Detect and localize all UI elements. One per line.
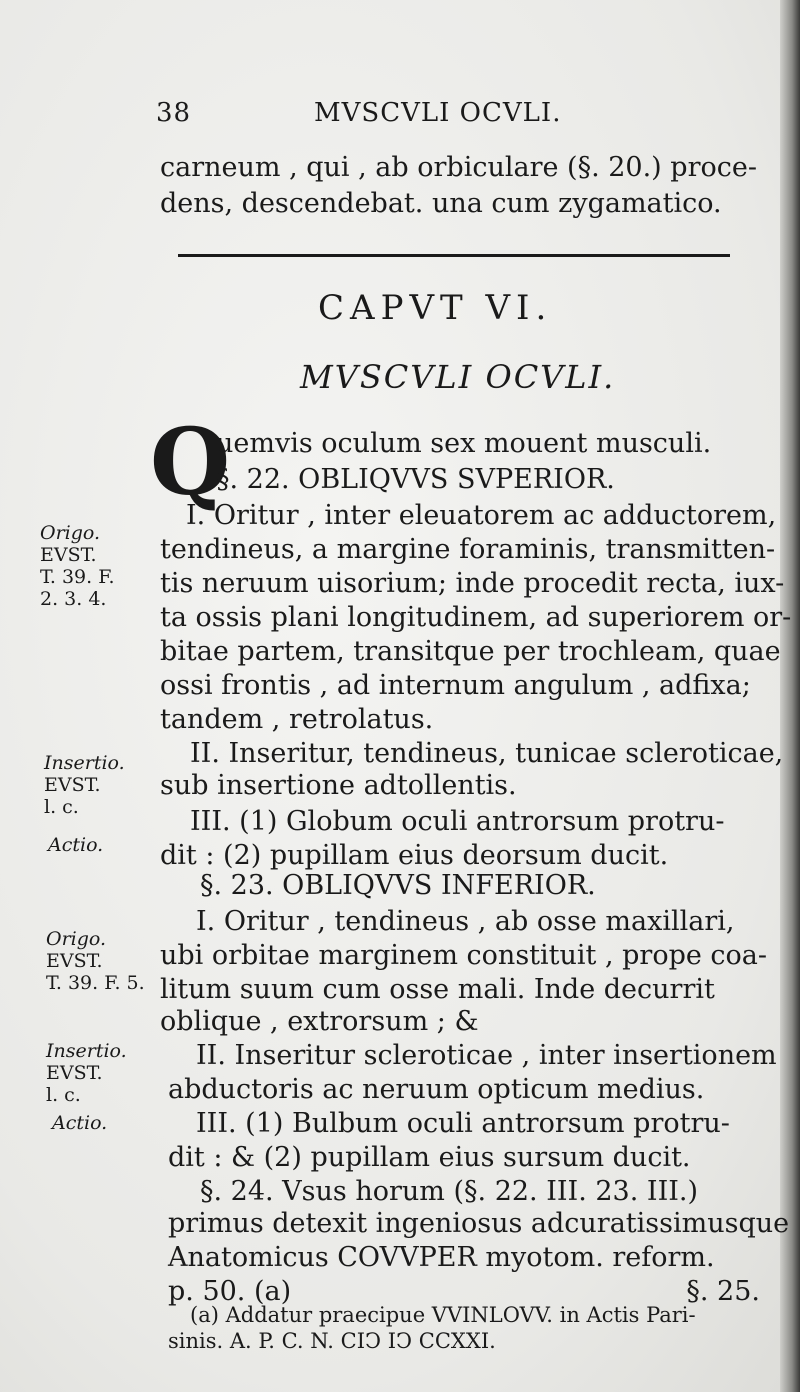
text-line: oblique , extrorsum ; & — [160, 1006, 479, 1037]
text-line: dit : (2) pupillam eius deorsum ducit. — [160, 840, 669, 871]
margin-label: Actio. — [52, 1112, 108, 1134]
margin-note-actio — [48, 834, 103, 856]
text-line: II. Inseritur, tendineus, tunicae scleroticae, — [190, 738, 784, 769]
drop-cap: Q — [150, 408, 231, 516]
margin-note-insertio — [46, 1040, 127, 1106]
margin-note-actio — [52, 1112, 107, 1134]
text-line: dens, descendebat. una cum zygamatico. — [160, 188, 722, 219]
margin-note-insertio — [44, 752, 125, 818]
chapter-title: CAPVT VI. — [318, 288, 553, 328]
margin-label: Insertio. — [46, 1040, 127, 1062]
catchword: §. 25. — [686, 1276, 760, 1307]
text-line: §. 24. Vsus horum (§. 22. III. 23. III.) — [200, 1176, 699, 1207]
text-line: primus detexit ingeniosus adcuratissimusque — [168, 1208, 790, 1239]
text-line: litum suum cum osse mali. Inde decurrit — [160, 974, 715, 1005]
text-line: III. (1) Bulbum oculi antrorsum protru- — [196, 1108, 730, 1139]
footnote-line: (a) Addatur praecipue VVINLOVV. in Actis Pari- — [190, 1303, 696, 1327]
margin-ref: 2. 3. 4. — [40, 588, 107, 610]
running-title: MVSCVLI OCVLI. — [314, 98, 562, 128]
text-line: abductoris ac neruum opticum medius. — [168, 1074, 705, 1105]
text-line: ossi frontis , ad internum angulum , adfixa; — [160, 670, 751, 701]
text-line: III. (1) Globum oculi antrorsum protru- — [190, 806, 725, 837]
margin-ref: EVST. — [46, 1062, 103, 1084]
margin-label: Origo. — [40, 522, 101, 544]
text-line: tandem , retrolatus. — [160, 704, 434, 735]
text-line: ubi orbitae marginem constituit , prope coa- — [160, 940, 768, 971]
margin-ref: l. c. — [46, 1084, 81, 1106]
margin-ref: EVST. — [40, 544, 97, 566]
margin-label: Origo. — [46, 928, 107, 950]
section-heading: §. 22. OBLIQVVS SVPERIOR. — [216, 464, 615, 495]
margin-ref: EVST. — [44, 774, 101, 796]
text-line: bitae partem, transitque per trochleam, quae — [160, 636, 781, 667]
chapter-subtitle: MVSCVLI OCVLI. — [300, 358, 616, 396]
text-line: I. Oritur , inter eleuatorem ac adductorem, — [186, 500, 777, 531]
page-edge — [780, 0, 800, 1392]
text-line: p. 50. (a) — [168, 1276, 292, 1307]
text-line: I. Oritur , tendineus , ab osse maxillari, — [196, 906, 735, 937]
page-number: 38 — [156, 98, 192, 128]
margin-label: Actio. — [48, 834, 104, 856]
text-line: ta ossis plani longitudinem, ad superiorem or- — [160, 602, 792, 633]
section-divider — [178, 254, 730, 257]
margin-note-origo — [40, 522, 114, 610]
margin-ref: l. c. — [44, 796, 79, 818]
text-line: sub insertione adtollentis. — [160, 770, 517, 801]
section-heading: §. 23. OBLIQVVS INFERIOR. — [200, 870, 596, 901]
margin-ref: T. 39. F. — [40, 566, 115, 588]
margin-ref: T. 39. F. 5. — [46, 972, 145, 994]
text-line: Anatomicus COVVPER myotom. reform. — [168, 1242, 715, 1273]
text-line: tendineus, a margine foraminis, transmitten- — [160, 534, 776, 565]
footnote-line: sinis. A. P. C. N. CIↃ IↃ CCXXI. — [168, 1329, 496, 1353]
text-line: tis neruum uisorium; inde procedit recta, iux- — [160, 568, 785, 599]
margin-note-origo — [46, 928, 145, 994]
margin-label: Insertio. — [44, 752, 125, 774]
text-line: uemvis oculum sex mouent musculi. — [216, 428, 712, 459]
text-line: dit : & (2) pupillam eius sursum ducit. — [168, 1142, 691, 1173]
text-line: carneum , qui , ab orbiculare (§. 20.) proce- — [160, 152, 757, 183]
margin-ref: EVST. — [46, 950, 103, 972]
text-line: II. Inseritur scleroticae , inter insertionem — [196, 1040, 777, 1071]
